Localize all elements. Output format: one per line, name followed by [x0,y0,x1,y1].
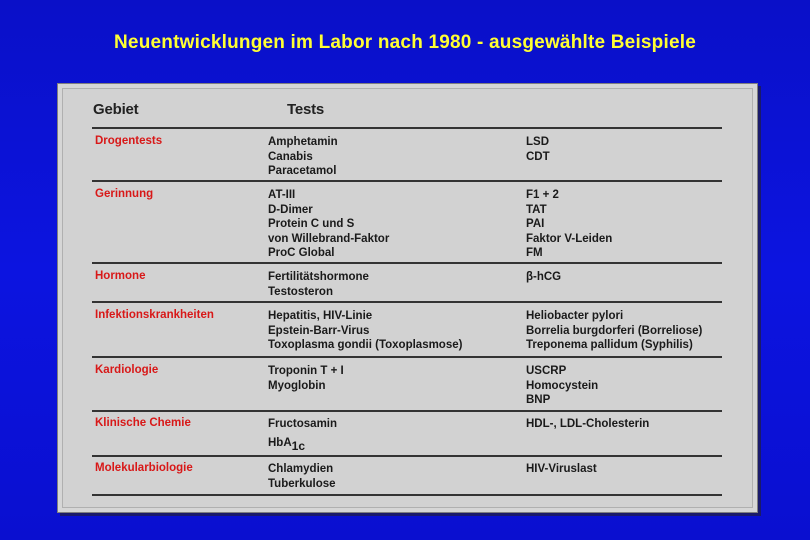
row-rule [92,262,722,264]
test-item: Toxoplasma gondii (Toxoplasmose) [268,339,463,351]
row-rule [92,494,722,496]
area-label: Klinische Chemie [95,417,191,429]
test-item: CDT [526,150,550,163]
area-label: Drogentests [95,135,163,147]
test-item: AT-III [268,189,296,201]
area-label: Kardiologie [95,364,159,376]
test-item: Heliobacter pylori [526,310,624,322]
row-rule [92,410,722,412]
header-tests: Tests [287,101,325,118]
tests-column-1 [268,462,336,491]
test-item: BNP [526,394,551,406]
table-panel [57,83,758,513]
tests-column-2 [526,188,612,261]
test-item: Treponema pallidum (Syphilis) [526,339,693,351]
header-rule [92,127,722,129]
test-item: Homocystein [526,379,599,392]
test-item: D-Dimer [268,203,313,216]
test-item: ProC Global [268,247,335,259]
test-item: Chlamydien [268,463,334,475]
test-item: Borrelia burgdorferi (Borreliose) [526,324,703,337]
slide-title: Neuentwicklungen im Labor nach 1980 - ausgewählte Beispiele [114,32,696,53]
test-item: HDL-, LDL-Cholesterin [526,418,650,430]
test-item: Troponin T + I [268,365,344,377]
test-item: PAI [526,218,545,230]
test-item: Fructosamin [268,418,338,430]
test-item: Paracetamol [268,165,337,177]
tests-column-1 [268,135,338,179]
tests-column-1 [268,188,389,261]
test-item-hba1c [268,435,337,451]
test-item: Myoglobin [268,379,326,392]
test-item: β-hCG [526,271,562,283]
row-rule [92,356,722,358]
tests-column-1 [268,270,369,299]
table-panel-inner [62,88,753,508]
test-item: Tuberkulose [268,477,336,490]
subscript: 1c [291,438,305,453]
tests-column-2 [526,417,649,432]
test-item: Hepatitis, HIV-Linie [268,310,373,322]
test-item: F1 + 2 [526,189,559,201]
test-item: TAT [526,203,547,216]
tests-column-2 [526,135,550,164]
test-item: FM [526,247,543,259]
test-item: Canabis [268,150,313,163]
header-gebiet: Gebiet [93,101,139,118]
tests-column-2 [526,364,598,408]
tests-column-2 [526,309,702,353]
test-item: USCRP [526,365,567,377]
tests-column-1 [268,309,462,353]
test-item: Epstein-Barr-Virus [268,324,370,337]
test-item: Protein C und S [268,218,355,230]
row-rule [92,301,722,303]
row-rule [92,180,722,182]
tests-column-1 [268,364,344,393]
tests-column-2 [526,270,561,285]
test-item: HIV-Viruslast [526,463,597,475]
area-label: Gerinnung [95,188,154,200]
tests-column-2 [526,462,597,477]
area-label: Hormone [95,270,146,282]
test-item: Faktor V-Leiden [526,232,613,245]
test-item: LSD [526,136,549,148]
area-label: Infektionskrankheiten [95,309,214,321]
area-label: Molekularbiologie [95,462,193,474]
test-item-text: HbA [268,436,292,449]
test-item: Fertilitätshormone [268,271,369,283]
test-item: von Willebrand-Faktor [268,232,390,245]
test-item: Amphetamin [268,136,338,148]
test-item: Testosteron [268,285,333,298]
tests-column-1 [268,417,338,453]
row-rule [92,455,722,457]
